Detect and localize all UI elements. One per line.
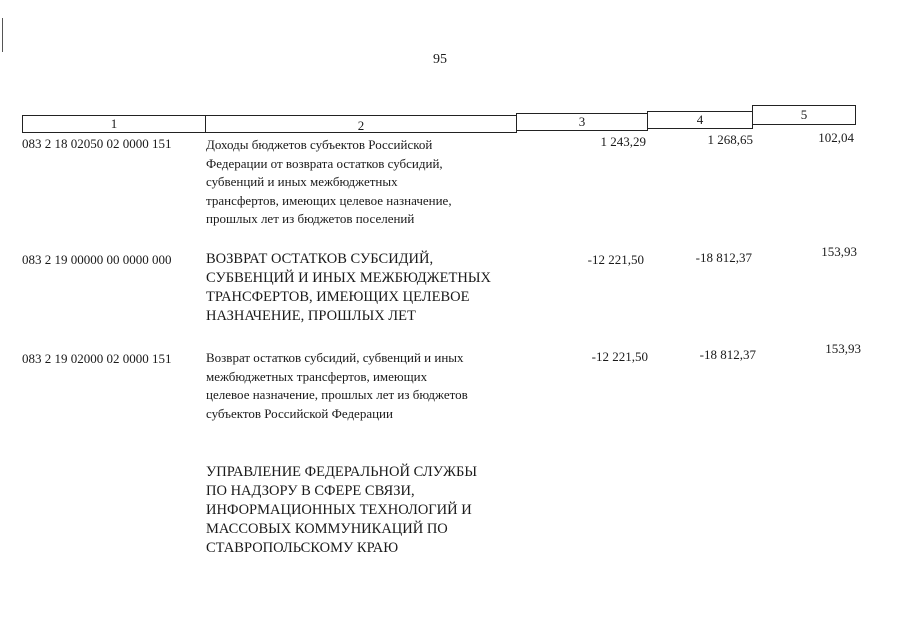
section-heading-line: СТАВРОПОЛЬСКОМУ КРАЮ (206, 540, 399, 556)
row-code: 083 2 19 00000 00 0000 000 (22, 252, 172, 267)
description-line: межбюджетных трансфертов, имеющих (206, 368, 428, 384)
description-line: ВОЗВРАТ ОСТАТКОВ СУБСИДИЙ, (206, 251, 434, 267)
section-heading-line: МАССОВЫХ КОММУНИКАЦИЙ ПО (206, 521, 448, 537)
row-description (206, 349, 516, 423)
row-description (206, 136, 516, 229)
description-line: прошлых лет из бюджетов поселений (206, 211, 415, 226)
description-line: НАЗНАЧЕНИЕ, ПРОШЛЫХ ЛЕТ (206, 308, 416, 324)
description-line: целевое назначение, прошлых лет из бюджетов (206, 387, 468, 402)
description-line: Федерации от возврата остатков субсидий, (206, 155, 443, 171)
header-col-2: 2 (205, 115, 517, 133)
header-col-5: 5 (752, 105, 856, 125)
row-value-col5: 153,93 (821, 244, 857, 259)
header-col-1: 1 (22, 115, 206, 133)
description-line: Возврат остатков субсидий, субвенций и иных (206, 350, 464, 365)
row-value-col3: 1 243,29 (600, 134, 646, 149)
description-line: ТРАНСФЕРТОВ, ИМЕЮЩИХ ЦЕЛЕВОЕ (206, 289, 470, 305)
description-line: СУБВЕНЦИЙ И ИНЫХ МЕЖБЮДЖЕТНЫХ (206, 270, 491, 286)
description-line: Доходы бюджетов субъектов Российской (206, 137, 433, 152)
section-heading-line: ПО НАДЗОРУ В СФЕРЕ СВЯЗИ, (206, 483, 415, 499)
section-heading (206, 463, 536, 558)
row-value-col3: -12 221,50 (587, 252, 644, 267)
page-number: 95 (433, 52, 447, 67)
row-value-col5: 153,93 (825, 341, 861, 356)
row-value-col5: 102,04 (818, 130, 854, 145)
description-line: субвенций и иных межбюджетных (206, 174, 398, 189)
row-value-col4: -18 812,37 (699, 347, 756, 362)
row-code: 083 2 18 02050 02 0000 151 (22, 136, 172, 151)
row-value-col4: 1 268,65 (707, 132, 753, 147)
table-header (22, 103, 856, 131)
section-heading-line: ИНФОРМАЦИОННЫХ ТЕХНОЛОГИЙ И (206, 502, 472, 518)
description-line: трансфертов, имеющих целевое назначение, (206, 192, 452, 208)
row-code: 083 2 19 02000 02 0000 151 (22, 351, 172, 366)
row-description (206, 250, 526, 326)
row-value-col4: -18 812,37 (695, 250, 752, 265)
row-value-col3: -12 221,50 (591, 349, 648, 364)
header-col-3: 3 (516, 113, 648, 131)
margin-mark (2, 18, 3, 52)
description-line: субъектов Российской Федерации (206, 405, 393, 421)
section-heading-line: УПРАВЛЕНИЕ ФЕДЕРАЛЬНОЙ СЛУЖБЫ (206, 464, 477, 480)
header-col-4: 4 (647, 111, 753, 129)
